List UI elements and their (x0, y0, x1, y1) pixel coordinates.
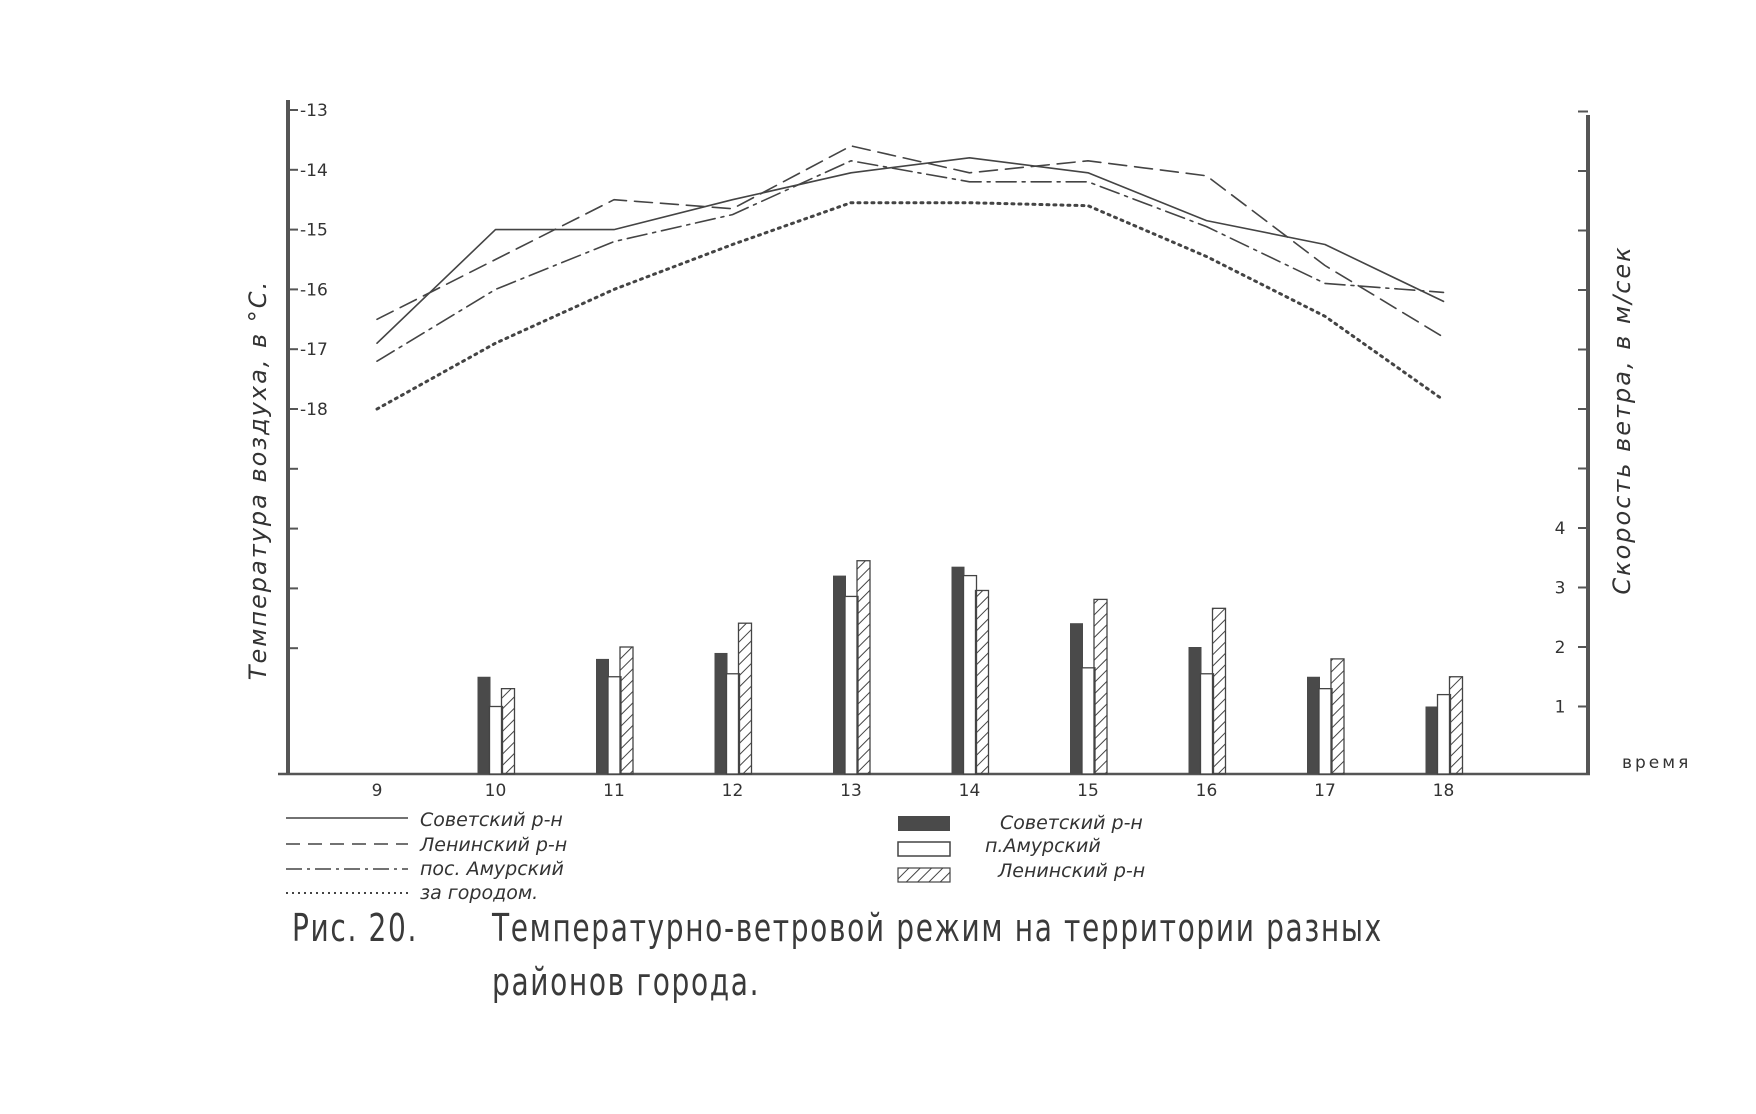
temperature-line (377, 158, 1444, 343)
left-tick-label: -13 (300, 101, 328, 121)
x-tick-label: 12 (721, 781, 744, 801)
temperature-line (377, 146, 1444, 337)
wind-bar (739, 623, 752, 774)
wind-bar (845, 596, 858, 774)
legend-line-label: Советский р-н (420, 809, 563, 831)
temperature-lines (377, 146, 1444, 409)
bar-legend (898, 812, 1145, 882)
x-tick-label: 14 (958, 781, 981, 801)
wind-bar (1213, 608, 1226, 774)
wind-bar (1426, 707, 1439, 775)
x-axis-title: время (1622, 753, 1692, 773)
wind-bar (596, 659, 609, 774)
right-axis-title: Скорость ветра, в м/сек (1608, 245, 1636, 595)
wind-bar (964, 576, 977, 774)
left-tick-label: -17 (300, 340, 328, 361)
x-tick-label: 16 (1195, 781, 1218, 801)
right-axis-ticks (1555, 112, 1588, 718)
wind-bar (1070, 623, 1083, 774)
wind-bar (1094, 599, 1107, 774)
left-axis-ticks (288, 101, 328, 648)
temperature-line (377, 161, 1444, 361)
wind-bar (833, 576, 846, 774)
legend-bar-label: Советский р-н (1000, 812, 1143, 834)
wind-bar (727, 674, 740, 774)
wind-bar (976, 590, 989, 774)
x-tick-label: 17 (1314, 781, 1336, 801)
right-tick-label: 2 (1554, 638, 1566, 658)
figure-number: Рис. 20. (292, 906, 419, 950)
legend-bar-label: Ленинский р-н (998, 860, 1146, 882)
wind-bar (857, 561, 870, 774)
left-tick-label: -15 (300, 220, 328, 241)
left-axis-title: Температура воздуха, в °С. (244, 279, 272, 681)
wind-bar (1189, 647, 1202, 774)
legend-swatch-hatched-bar (898, 868, 950, 882)
legend-line-label: Ленинский р-н (420, 834, 568, 856)
right-tick-label: 3 (1554, 578, 1566, 599)
legend-swatch-hollow-bar (898, 842, 950, 856)
legend-bar-label: п.Амурский (985, 835, 1101, 857)
left-tick-label: -16 (300, 280, 328, 301)
wind-bar (620, 647, 633, 774)
x-tick-label: 9 (371, 781, 383, 801)
right-tick-label: 4 (1554, 519, 1566, 539)
wind-bar (715, 653, 728, 774)
wind-bar (1319, 689, 1332, 774)
legend-line-label: за городом. (420, 882, 539, 904)
left-tick-label: -14 (300, 160, 328, 181)
wind-bar (490, 707, 503, 775)
x-tick-label: 15 (1077, 781, 1099, 801)
wind-bar (608, 677, 621, 774)
wind-bars (478, 561, 1463, 774)
wind-bar (1331, 659, 1344, 774)
wind-bar (1307, 677, 1320, 774)
figure-caption-line2: районов города. (492, 960, 761, 1004)
line-legend (286, 809, 567, 904)
wind-bar (1450, 677, 1463, 774)
right-tick-label: 1 (1554, 697, 1566, 718)
legend-swatch-solid-bar (898, 816, 950, 831)
x-tick-label: 11 (603, 781, 625, 801)
wind-bar (952, 567, 965, 774)
figure-caption-line1: Температурно-ветровой режим на территории разных (492, 906, 1383, 950)
x-tick-label: 13 (840, 781, 862, 801)
wind-bar (502, 689, 515, 774)
x-axis-ticks (372, 781, 1455, 801)
wind-bar (478, 677, 491, 774)
left-tick-label: -18 (300, 400, 328, 420)
x-tick-label: 18 (1432, 781, 1455, 801)
wind-bar (1438, 695, 1451, 774)
legend-line-label: пос. Амурский (420, 858, 564, 880)
wind-bar (1201, 674, 1214, 774)
wind-bar (1082, 668, 1095, 774)
x-tick-label: 10 (484, 781, 507, 801)
